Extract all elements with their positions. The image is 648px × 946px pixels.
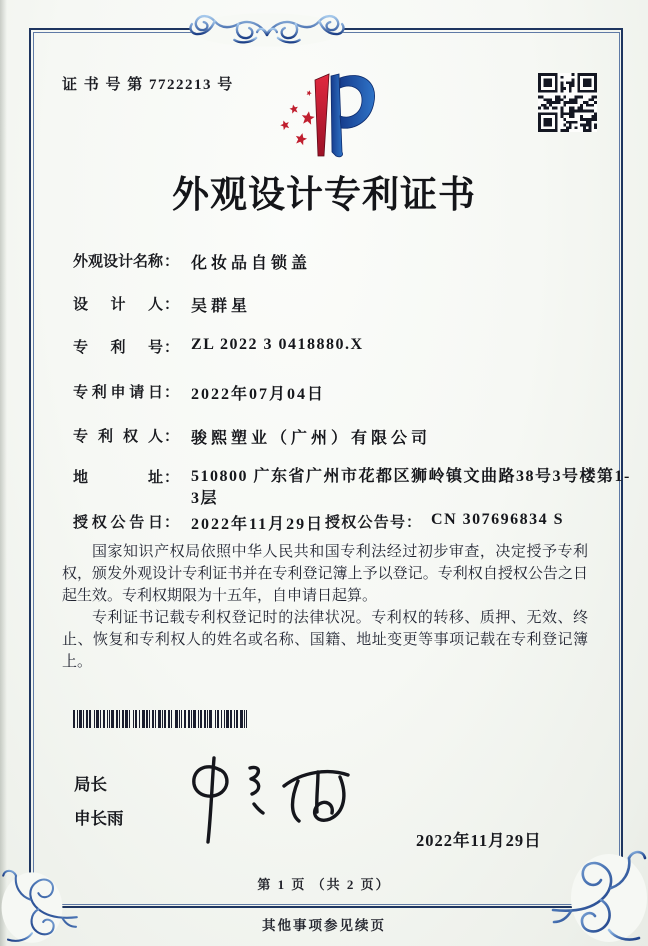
field-colon: ： [164,515,180,531]
application-date-field [73,381,325,404]
logo-stars-icon [279,90,315,146]
field-label: 外观设计名称 [73,254,164,270]
field-colon: ： [164,429,180,445]
field-label: 专利号 [73,340,163,356]
director-name: 申长雨 [74,809,124,828]
legal-text-block [62,541,588,673]
field-label: 设计人 [73,297,163,313]
continuation-note: 其他事项参见续页 [262,918,386,933]
certificate-title: 外观设计专利证书 [172,175,476,216]
grant-number-field [325,511,564,532]
field-value: ZL 2022 3 0418880.X [191,336,364,353]
director-title: 局长 [74,775,107,794]
field-colon: ： [164,385,180,401]
field-value: 化妆品自锁盖 [191,255,312,272]
field-label: 专利权人 [73,429,163,445]
patentee-field [73,425,431,448]
signatory-block [74,771,124,829]
legal-paragraph: 专利证书记载专利权登记时的法律状况。专利权的转移、质押、无效、终止、恢复和专利权人的姓名或名称、国籍、地址变更等事项记载在专利登记簿上。 [62,610,588,670]
legal-paragraph: 国家知识产权局依照中华人民共和国专利法经过初步审查，决定授予专利权，颁发外观设计专利证书并在专利登记簿上予以登记。专利权自授权公告之日起生效。专利权期限为十五年，自申请日起算。 [62,544,588,604]
logo-p-icon [331,74,375,157]
grant-date-field [73,511,324,534]
field-label: 地址 [73,470,163,486]
field-value: 2022年11月29日 [191,516,325,533]
field-colon: ： [164,340,180,356]
field-colon: ： [164,254,180,270]
field-value: 2022年07月04日 [191,386,326,403]
field-label: 专利申请日 [73,385,163,401]
address-field [73,466,633,510]
qr-code [538,73,597,132]
field-value: 吴群星 [191,298,252,315]
field-label: 授权公告号 [325,515,405,531]
field-colon: ： [164,297,180,313]
certificate-number: 证 书 号 第 7722213 号 [62,77,234,93]
design-name-field [73,250,311,273]
field-value: CN 307696834 S [431,511,565,528]
cnipa-logo-icon [268,68,382,164]
field-colon: ： [406,515,422,531]
field-colon: ： [164,470,180,486]
director-signature [166,754,362,848]
field-value: 510800 广东省广州市花都区狮岭镇文曲路38号3号楼第1-3层 [191,468,631,507]
designer-field [73,293,251,316]
field-label: 授权公告日 [73,515,163,531]
patent-number-field [73,336,364,357]
barcode [73,710,253,728]
page-indicator: 第 1 页 （共 2 页） [257,877,391,892]
top-scroll-ornament-icon [183,5,351,53]
issue-date: 2022年11月29日 [416,831,542,850]
field-value: 骏熙塑业（广州）有限公司 [191,430,432,447]
